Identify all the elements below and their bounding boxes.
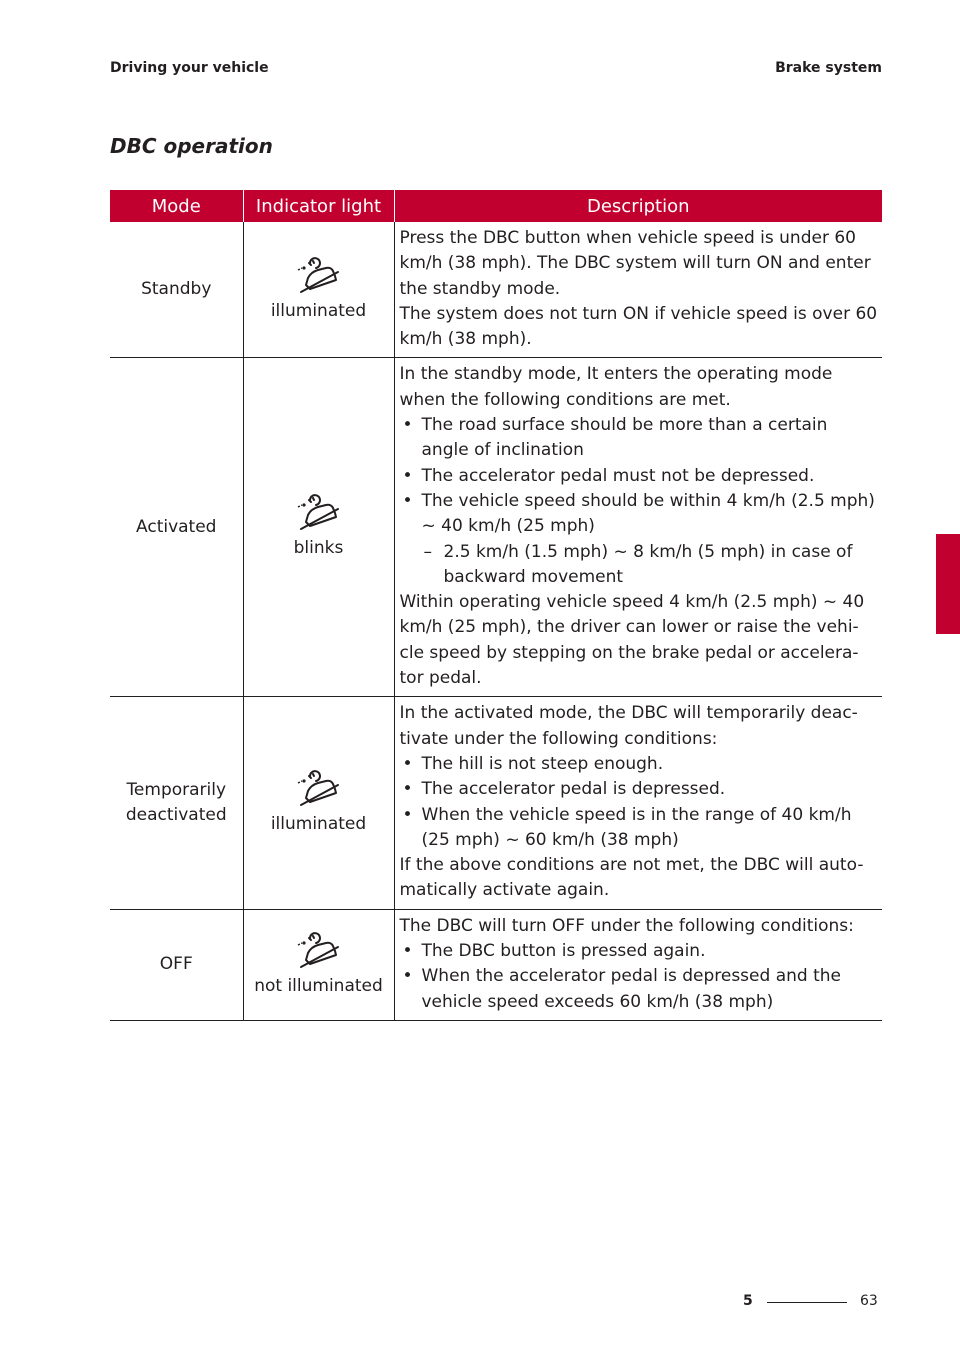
mode-label: deactivated [125,805,227,826]
list-item: – 2.5 km/h (1.5 mph) ~ 8 km/h (5 mph) in case of backward movement [400,540,879,591]
description-intro: In the activated mode, the DBC will temporarily deac-tivate under the following conditions: [399,703,858,749]
description-cell [394,222,882,358]
table-row [110,697,882,909]
table-row [110,222,882,358]
dbc-indicator-icon [296,493,342,536]
indicator-cell [243,222,394,358]
dbc-operation-table [110,190,882,1021]
description-intro: In the standby mode, It enters the operating mode when the following conditions are met. [399,364,833,410]
table-header-row [110,190,882,222]
list-item: • The accelerator pedal must not be depressed. [400,464,879,489]
mode-label: OFF [159,954,193,975]
list-item: • When the accelerator pedal is depressed and the vehicle speed exceeds 60 km/h (38 mph) [400,964,879,1015]
description-outro: If the above conditions are not met, the DBC will auto-matically activate again. [399,855,864,901]
indicator-state: illuminated [270,300,367,321]
indicator-state: illuminated [270,813,367,834]
dbc-indicator-icon [296,769,342,812]
mode-cell [110,909,243,1020]
description-cell [394,909,882,1020]
list-item: • The DBC button is pressed again. [400,939,879,964]
condition-list [400,752,879,853]
sub-condition-list [400,540,879,591]
mode-label: Activated [136,516,217,537]
footer-chapter-number: 5 [743,1293,753,1309]
description-text: The system does not turn ON if vehicle speed is over 60 km/h (38 mph). [399,303,878,350]
indicator-cell [243,697,394,909]
list-item: • When the vehicle speed is in the range of 40 km/h (25 mph) ~ 60 km/h (38 mph) [400,803,879,854]
chapter-side-number: 5 [940,610,954,631]
table-row [110,358,882,697]
description-intro: The DBC will turn OFF under the following conditions: [399,915,854,936]
table-row [110,909,882,1020]
mode-cell [110,222,243,358]
indicator-cell [243,909,394,1020]
column-header-indicator: Indicator light [243,190,394,222]
list-item: • The accelerator pedal is depressed. [400,777,879,802]
condition-list [400,939,879,1015]
indicator-state: blinks [293,538,344,559]
mode-cell [110,358,243,697]
dbc-indicator-icon [296,256,342,299]
footer-page-number: 63 [860,1293,878,1309]
column-header-description: Description [394,190,882,222]
list-item: • The hill is not steep enough. [400,752,879,777]
column-header-mode: Mode [110,190,243,222]
list-item: • The vehicle speed should be within 4 km/h (2.5 mph) ~ 40 km/h (25 mph) [400,489,879,540]
running-header-section: Brake system [775,60,882,76]
footer-divider [767,1302,847,1303]
mode-label: Standby [141,279,212,300]
description-cell [394,358,882,697]
description-cell [394,697,882,909]
description-outro: Within operating vehicle speed 4 km/h (2.5 mph) ~ 40 km/h (25 mph), the driver can lower or raise the vehi-cle speed by stepping on the brake pedal or accelera-tor pedal. [399,592,865,689]
running-header-chapter: Driving your vehicle [110,60,269,76]
indicator-state: not illuminated [254,975,383,996]
mode-label: Temporarily [126,779,227,800]
dbc-indicator-icon [296,931,342,974]
indicator-cell [243,358,394,697]
mode-cell [110,697,243,909]
condition-list [400,413,879,539]
list-item: • The road surface should be more than a certain angle of inclination [400,413,879,464]
section-title: DBC operation [110,134,273,158]
description-text: Press the DBC button when vehicle speed is under 60 km/h (38 mph). The DBC system will turn ON and enter the standby mode. [399,228,871,299]
